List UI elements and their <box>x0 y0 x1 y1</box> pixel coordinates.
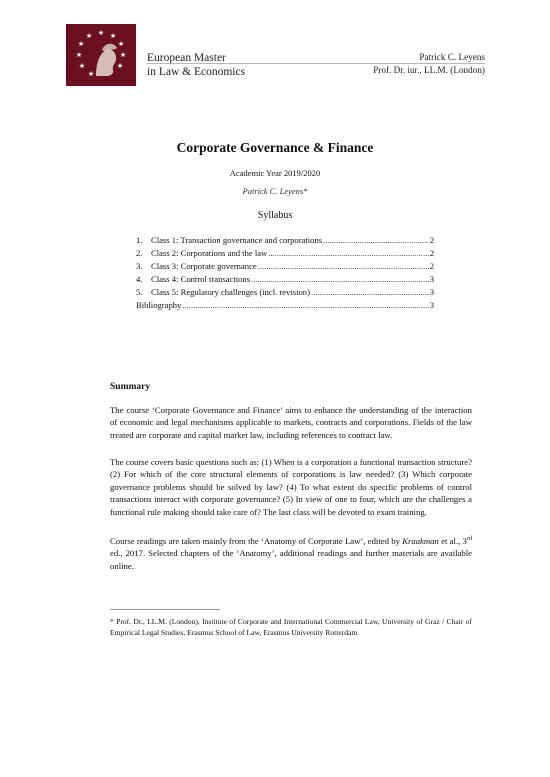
toc-page: 2 <box>429 248 434 259</box>
readings-text: Course readings are taken mainly from the ‘Anatomy of Corporate Law’, edited by <box>110 536 403 546</box>
star-circle-portrait-icon <box>66 24 136 86</box>
toc-leader <box>258 260 429 273</box>
program-name <box>147 51 245 79</box>
toc-entry[interactable] <box>136 247 434 260</box>
toc-label: Bibliography <box>136 300 182 311</box>
author-byline: Patrick C. Leyens* <box>242 186 308 196</box>
svg-text:★: ★ <box>116 62 124 70</box>
toc-entry-bibliography[interactable] <box>136 299 434 312</box>
toc-label: Class 2: Corporations and the law <box>151 248 268 259</box>
readings-editor: Kraakman <box>402 536 439 546</box>
author-header <box>373 51 485 77</box>
svg-text:★: ★ <box>77 40 85 48</box>
document-title: Corporate Governance & Finance <box>176 140 374 155</box>
toc-leader <box>182 299 428 312</box>
program-line-1: European Master <box>147 52 226 64</box>
toc-leader <box>311 286 429 299</box>
toc-number: 5. <box>136 287 143 298</box>
syllabus-heading: Syllabus <box>257 210 293 221</box>
emle-logo <box>66 24 136 86</box>
toc-entry[interactable] <box>136 273 434 286</box>
toc-leader <box>323 234 429 247</box>
author-title: Prof. Dr. iur., LL.M. (London) <box>373 65 485 75</box>
header-divider <box>147 63 485 64</box>
footnote: * Prof. Dr., LL.M. (London), Institute of Corporate and International Commercial Law, University of Graz / Chair of Empirical Legal Studies, Erasmus School of Law, Erasmus University Rotterdam <box>110 617 472 637</box>
toc-entry[interactable] <box>136 234 434 247</box>
toc-page: 3 <box>429 287 434 298</box>
svg-text:★: ★ <box>87 70 95 78</box>
toc-page: 2 <box>429 235 434 245</box>
toc-label: Class 3: Corporate governance <box>151 261 257 272</box>
readings-text: ed., 2017. Selected chapters of the ‘Anatomy’, additional readings and further materials are available online. <box>110 548 472 571</box>
toc-number: 4. <box>136 274 143 285</box>
toc-entry[interactable] <box>136 260 434 273</box>
toc-number: 1. <box>136 235 143 245</box>
toc-number: 3. <box>136 261 143 272</box>
toc-label: Class 5: Regulatory challenges (incl. revision) <box>151 287 310 298</box>
readings-text: et al., 3 <box>438 536 467 546</box>
program-line-2: in Law & Economics <box>147 66 246 78</box>
toc-entry[interactable] <box>136 286 434 299</box>
svg-text:★: ★ <box>85 32 93 40</box>
toc-page: 3 <box>429 300 434 311</box>
summary-paragraph: The course covers basic questions such as: (1) When is a corporation a functional transaction structure? (2) For which of the core structural elements of corporations is law needed? (3) Which corporate governance problems should be solved by law? (4) To what extent do specific problems of control transactions interact with corporate governance? (5) In view of one to four, which are the challenges a functional rule making should take care of? The last class will be devoted to exam training. <box>110 457 472 517</box>
toc-page: 3 <box>429 274 434 285</box>
toc-page: 2 <box>429 261 434 272</box>
svg-text:★: ★ <box>75 51 83 59</box>
svg-text:★: ★ <box>78 62 86 70</box>
toc-leader <box>268 247 428 260</box>
summary-paragraph-readings <box>110 535 472 572</box>
academic-year: Academic Year 2019/2020 <box>229 168 321 178</box>
svg-text:★: ★ <box>97 29 105 37</box>
summary-heading: Summary <box>110 382 151 392</box>
edition-suffix: rd <box>466 536 472 543</box>
toc-leader <box>251 273 429 286</box>
summary-paragraph: The course ‘Corporate Governance and Finance’ aims to enhance the understanding of the interaction of economic and legal mechanisms applicable to markets, contracts and corporations. Fields of the law treated are corporate and capital market law, including references to contract law. <box>110 405 472 440</box>
table-of-contents <box>136 234 434 313</box>
toc-number: 2. <box>136 248 143 259</box>
author-name: Patrick C. Leyens <box>419 52 485 62</box>
footnote-divider <box>110 609 220 610</box>
toc-label: Class 4: Control transactions <box>151 274 251 285</box>
svg-text:★: ★ <box>109 32 117 40</box>
toc-label: Class 1: Transaction governance and corporations <box>151 235 323 245</box>
svg-text:★: ★ <box>119 51 127 59</box>
svg-text:★: ★ <box>117 40 125 48</box>
